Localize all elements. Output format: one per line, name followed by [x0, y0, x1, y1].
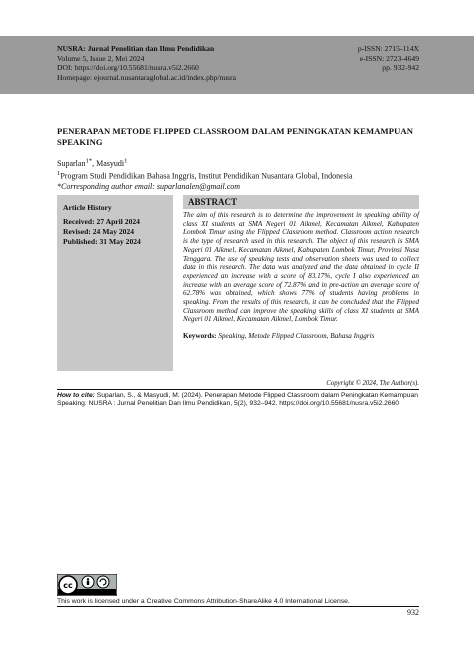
citation-divider [57, 389, 419, 390]
journal-doi[interactable]: DOI: https://doi.org/10.55681/nusra.v5i2.2660 [57, 63, 199, 73]
abstract-heading: ABSTRACT [188, 197, 238, 207]
article-title: PENERAPAN METODE FLIPPED CLASSROOM DALAM PENINGKATAN KEMAMPUAN SPEAKING [57, 126, 413, 147]
author-1-sup: 1* [85, 157, 93, 164]
journal-pages: pp. 932-942 [382, 63, 419, 73]
page-number: 932 [407, 608, 419, 617]
journal-info-right [358, 44, 419, 73]
affiliation-text: Program Studi Pendidikan Bahasa Inggris, Institut Pendidikan Nusantara Global, Indonesia [60, 171, 353, 181]
journal-eissn: e-ISSN: 2723-4649 [359, 53, 419, 63]
author-separator: , Masyudi [92, 158, 125, 168]
svg-text:cc: cc [63, 581, 73, 590]
abstract-heading-bar [183, 195, 419, 209]
citation-block [57, 392, 419, 409]
journal-homepage[interactable]: Homepage: ejournal.nusantaraglobal.ac.id/index.php/nusra [57, 72, 237, 82]
journal-name: NUSRA: Jurnal Penelitian dan Ilmu Pendidikan [57, 44, 215, 53]
citation-label: How to cite: [57, 392, 95, 399]
article-info-row [57, 195, 419, 371]
corresponding-author[interactable]: *Corresponding author email: suparlanalen@gmail.com [57, 182, 241, 192]
keywords-label: Keywords: [183, 332, 217, 341]
cc-badge-graphic [57, 574, 117, 596]
history-revised: Revised: 24 May 2024 [63, 227, 135, 236]
author-2-sup: 1 [124, 157, 128, 164]
cc-by-sa-badge-icon[interactable] [57, 574, 117, 596]
history-received: Received: 27 April 2024 [63, 217, 140, 226]
history-published: Published: 31 May 2024 [63, 237, 141, 246]
history-heading: Article History [63, 203, 112, 212]
journal-volume: Volume 5, Issue 2, Mei 2024 [57, 53, 145, 63]
author-1-name: Suparlan [57, 158, 86, 168]
copyright-notice: Copyright © 2024, The Author(s). [326, 380, 419, 387]
footer-divider [57, 606, 419, 607]
journal-pissn: p-ISSN: 2715-114X [357, 44, 419, 53]
article-history-box [57, 195, 173, 371]
abstract-text: The aim of this research is to determine the improvement in speaking ability of class XI students at SMA Negeri 01 Aikmel, Kecamatan Aikmel, Kabupaten Lombok Timur using the Flipped Classroom method. Classroom action research is the type of research used in this research. The object of this research is SMA Negeri 01 Aikmel, Kecamatan Aikmel, Kabupaten Lombok Timur, Provinsi Nusa Tenggara. The use of speaking tests and observation sheets was used to collect data in this research. The data was analyzed and the data obtained in cycle II experienced an increase with a score of 83.17%, cycle I also experienced an increase with an average score of 72.87% and in pre-action an average score of 62.78% was obtained, which shows 77% of students having problems in speaking. From the results of this research, it can be concluded that the Flipped Classroom method can improve the speaking skills of class XI students at SMA Negeri 01 Aikmel, Kecamatan Aikmel, Lombok Timur. [183, 211, 419, 324]
keywords-line [183, 332, 419, 341]
keywords-text: Speaking, Metode Flipped Classroom, Bahasa Inggris [218, 332, 375, 341]
author-affiliation [57, 169, 427, 182]
journal-info-left [57, 44, 236, 82]
author-block [57, 156, 427, 193]
citation-text: Suparlan, S., & Masyudi, M. (2024). Penerapan Metode Flipped Classroom dalam Peningkatan Kemampuan Speaking. NUSRA : Jurnal Penelitian Dan Ilmu Pendidikan, 5(2), 932–942. https://doi.org/10.55681/nusra.v5i2.2660 [57, 392, 418, 408]
abstract-body [183, 211, 419, 341]
author-names [57, 159, 127, 168]
affiliation-sup: 1 [57, 170, 61, 178]
page-top-margin [0, 0, 474, 36]
license-text[interactable]: This work is licensed under a Creative Commons Attribution-ShareAlike 4.0 International License. [57, 598, 350, 605]
